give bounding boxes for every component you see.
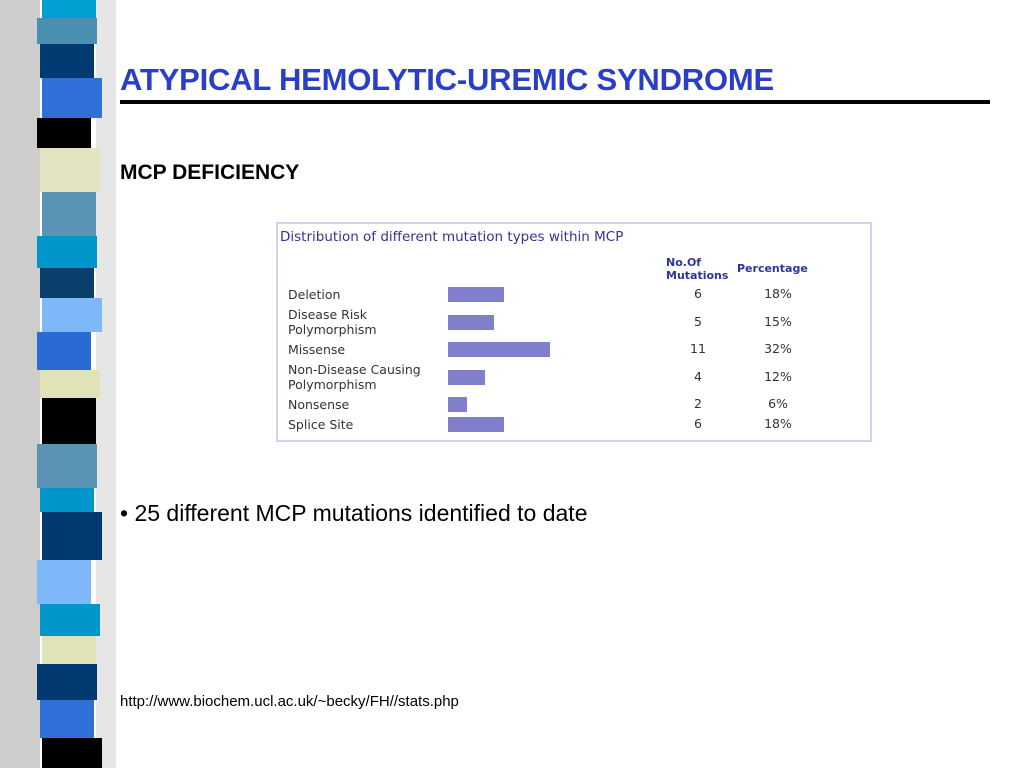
percentage-value: 18% — [764, 416, 792, 431]
strip-block — [42, 738, 102, 768]
bar-mark — [448, 342, 550, 357]
decorative-side-strip — [0, 0, 120, 768]
column-header-count-text: No.Of Mutations — [666, 256, 729, 282]
strip-block — [40, 604, 100, 636]
strip-block — [37, 332, 91, 370]
bar-mark — [448, 417, 504, 432]
category-label: Missense — [288, 341, 346, 357]
percentage-value: 32% — [764, 341, 792, 356]
category-label: Splice Site — [288, 416, 354, 432]
strip-block — [42, 192, 96, 236]
category-label: Nonsense — [288, 396, 350, 412]
percentage-value: 15% — [764, 314, 792, 329]
strip-block — [42, 78, 102, 118]
strip-block — [37, 236, 97, 268]
category-label: Non-Disease Causing Polymorphism — [288, 362, 421, 392]
strip-shadow — [0, 0, 40, 768]
title-underline — [120, 100, 990, 104]
strip-block — [42, 512, 102, 560]
strip-block — [42, 398, 96, 444]
strip-block — [40, 488, 94, 512]
strip-block — [42, 636, 96, 664]
strip-block — [37, 664, 97, 700]
strip-block — [40, 148, 100, 192]
strip-block — [40, 44, 94, 78]
percentage-value: 6% — [768, 396, 788, 411]
strip-block — [37, 560, 91, 604]
column-header-percentage: Percentage — [737, 262, 808, 275]
bar-mark — [448, 315, 494, 330]
strip-block — [42, 298, 102, 332]
count-value: 6 — [694, 416, 702, 431]
slide-title: ATYPICAL HEMOLYTIC-UREMIC SYNDROME — [120, 62, 774, 97]
count-value: 6 — [694, 286, 702, 301]
category-label: Disease Risk Polymorphism — [288, 307, 377, 337]
column-header-count — [666, 256, 728, 282]
bar-mark — [448, 287, 504, 302]
count-value: 4 — [694, 369, 702, 384]
slide-subtitle: MCP DEFICIENCY — [120, 161, 300, 184]
strip-block — [37, 118, 91, 148]
bullet-text: • 25 different MCP mutations identified to date — [120, 500, 588, 526]
percentage-value: 18% — [764, 286, 792, 301]
strip-block — [40, 370, 100, 398]
count-value: 5 — [694, 314, 702, 329]
count-value: 11 — [690, 341, 706, 356]
bar-mark — [448, 370, 485, 385]
strip-block — [42, 0, 96, 18]
percentage-value: 12% — [764, 369, 792, 384]
strip-block — [40, 268, 94, 298]
chart-title: Distribution of different mutation types within MCP — [280, 229, 624, 245]
strip-block — [40, 700, 94, 738]
strip-block — [37, 18, 97, 44]
bar-mark — [448, 397, 467, 412]
category-label: Deletion — [288, 286, 341, 302]
source-url: http://www.biochem.ucl.ac.uk/~becky/FH//stats.php — [120, 693, 459, 710]
count-value: 2 — [694, 396, 702, 411]
mutation-chart-panel — [276, 222, 872, 442]
strip-block — [37, 444, 97, 488]
